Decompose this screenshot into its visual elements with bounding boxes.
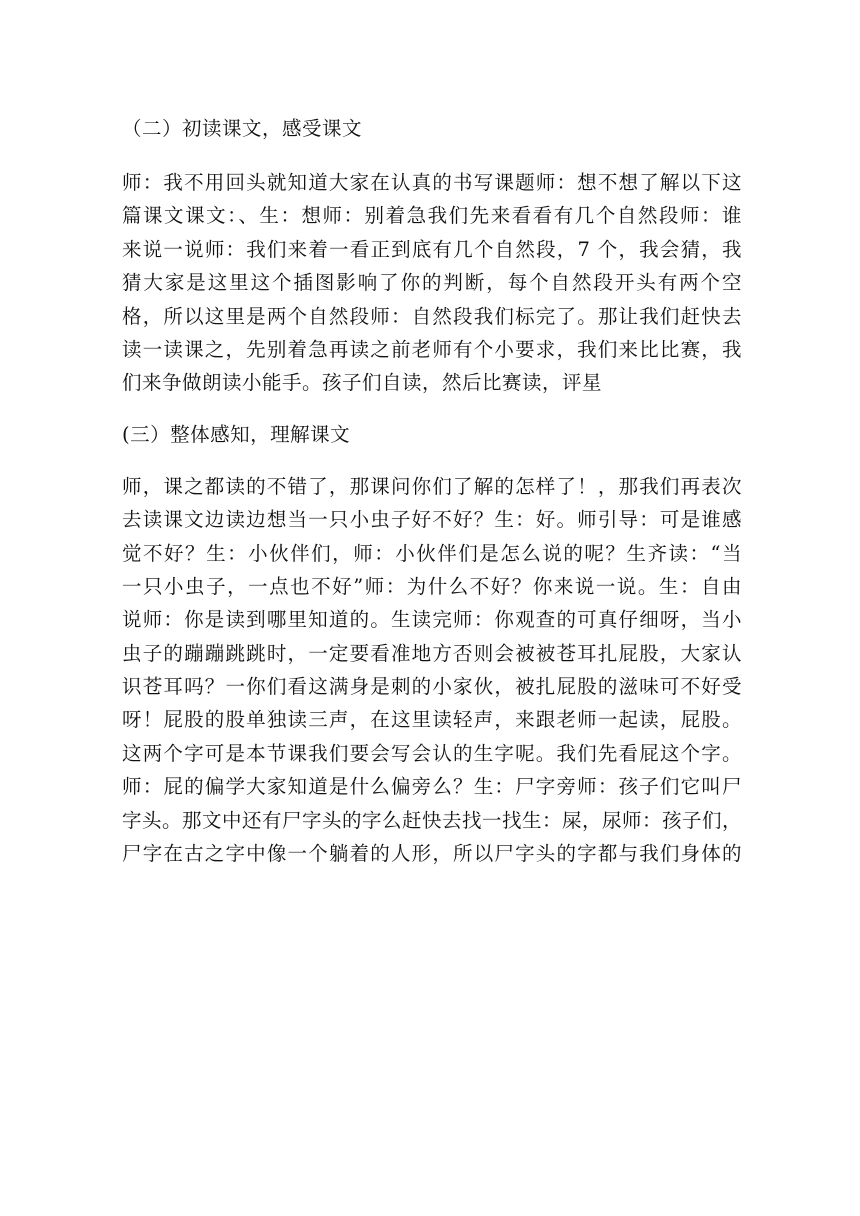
text-line: 格，所以这里是两个自然段师：自然段我们标完了。那让我们赶快去 bbox=[122, 304, 742, 328]
text-line: 一只小虫子，一点也不好”师：为什么不好？你来说一说。生：自由 bbox=[122, 574, 742, 598]
document-body bbox=[122, 112, 742, 870]
text-line: 读一读课之，先别着急再读之前老师有个小要求，我们来比比赛，我 bbox=[122, 337, 742, 361]
spacer bbox=[122, 452, 742, 470]
text-line: 来说一说师：我们来着一看正到底有几个自然段，7 个，我会猜，我 bbox=[122, 237, 742, 261]
text-line: 尸字在古之字中像一个躺着的人形，所以尸字头的字都与我们身体的 bbox=[122, 842, 742, 866]
text-line: 师：屁的偏学大家知道是什么偏旁么？生：尸字旁师：孩子们它叫尸 bbox=[122, 775, 742, 799]
text-line: 说师：你是读到哪里知道的。生读完师：你观查的可真仔细呀，当小 bbox=[122, 608, 742, 632]
text-line: 字头。那文中还有尸字头的字么赶快去找一找生：屎，尿师：孩子们， bbox=[122, 808, 743, 832]
text-line: 识苍耳吗？一你们看这满身是刺的小家伙，被扎屁股的滋味可不好受 bbox=[122, 675, 742, 699]
section-heading-3: (三）整体感知，理解课文 bbox=[122, 422, 351, 446]
spacer bbox=[122, 400, 742, 418]
text-line: 呀！屁股的股单独读三声，在这里读轻声，来跟老师一起读，屁股。 bbox=[122, 708, 742, 732]
section-heading-2: （二）初读课文，感受课文 bbox=[122, 117, 363, 140]
text-line: 们来争做朗读小能手。孩子们自读，然后比赛读，评星 bbox=[122, 371, 603, 395]
text-line: 师，课之都读的不错了，那课问你们了解的怎样了！，那我们再表次 bbox=[122, 474, 742, 498]
paragraph-2 bbox=[122, 470, 742, 871]
text-line: 虫子的蹦蹦跳跳时，一定要看准地方否则会被被苍耳扎屁股，大家认 bbox=[122, 641, 742, 665]
text-line: 篇课文课文：、生：想师：别着急我们先来看看有几个自然段师：谁 bbox=[122, 204, 742, 228]
text-line: 这两个字可是本节课我们要会写会认的生字呢。我们先看屁这个字。 bbox=[122, 741, 742, 765]
paragraph-1 bbox=[122, 166, 742, 400]
text-line: 猜大家是这里这个插图影响了你的判断，每个自然段开头有两个空 bbox=[122, 271, 742, 295]
spacer bbox=[122, 146, 742, 166]
text-line: 觉不好？生：小伙伴们，师：小伙伴们是怎么说的呢？生齐读：“当 bbox=[122, 541, 742, 565]
text-line: 师：我不用回头就知道大家在认真的书写课题师：想不想了解以下这 bbox=[122, 171, 742, 194]
text-line: 去读课文边读边想当一只小虫子好不好？生：好。师引导：可是谁感 bbox=[122, 508, 742, 532]
